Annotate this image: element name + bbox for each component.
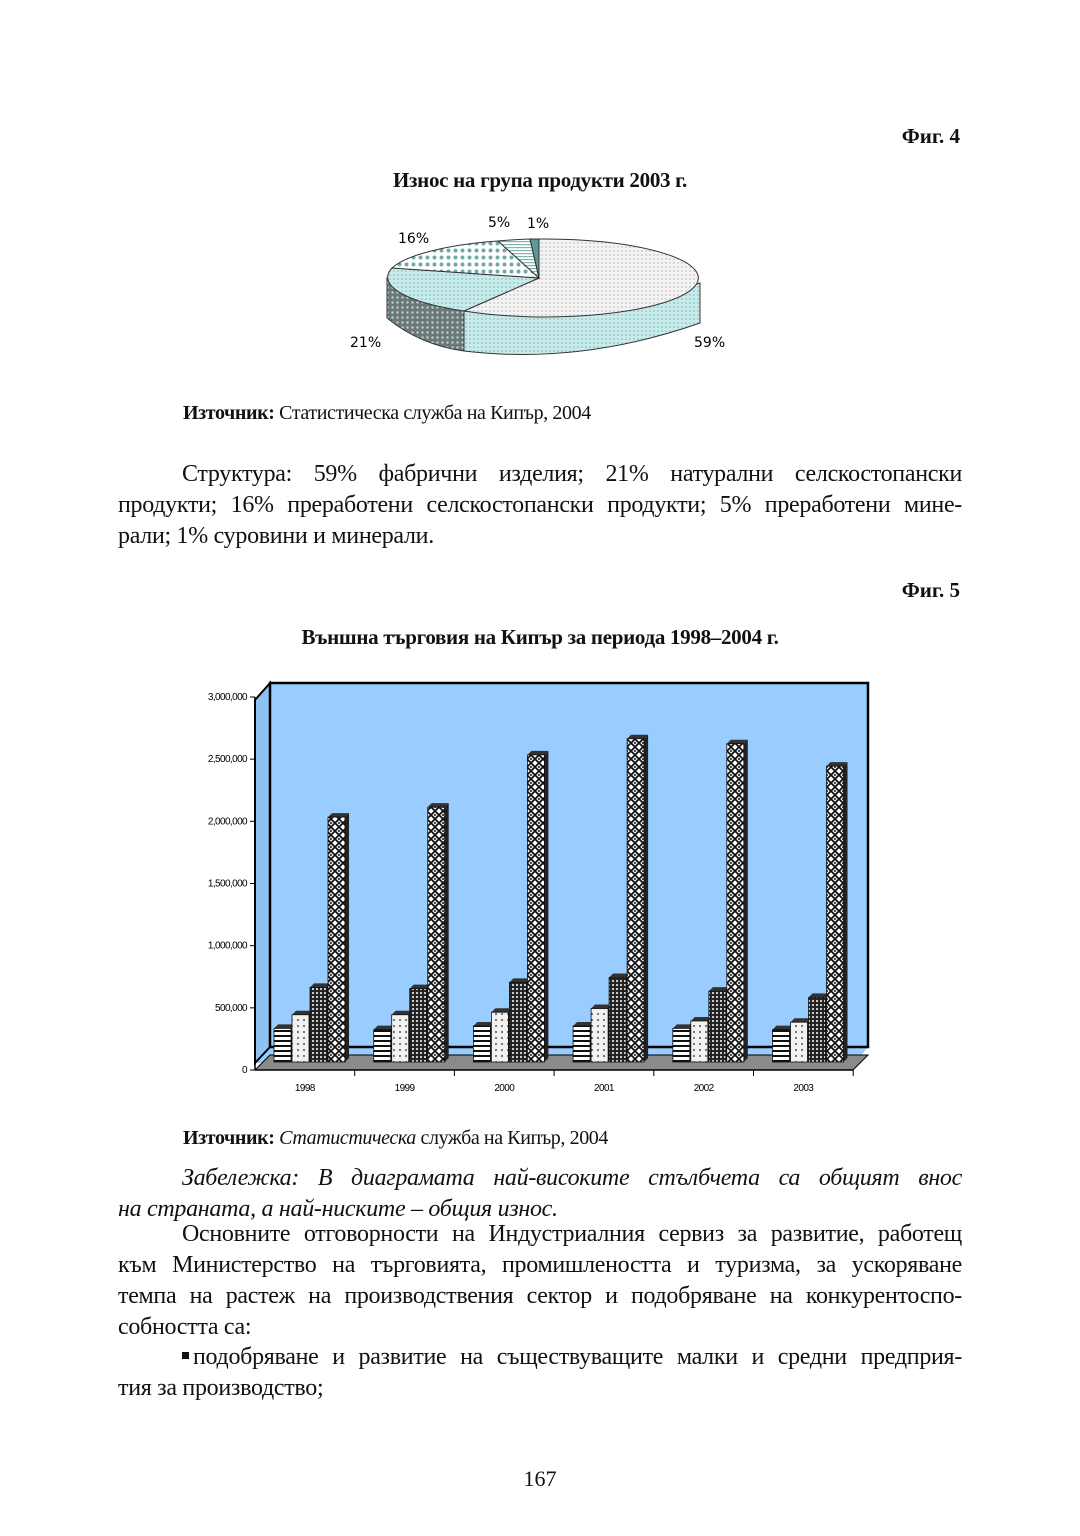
text-line: собността са: — [118, 1314, 252, 1340]
x-tick-label: 1999 — [394, 1083, 415, 1094]
y-tick-label: 0 — [242, 1065, 247, 1076]
x-ticks — [295, 1070, 853, 1094]
source-text: Статистическа служба на Кипър, 2004 — [274, 402, 591, 424]
text-line: Структура: 59% фабрични изделия; 21% натурални селскостопански — [182, 461, 962, 487]
y-tick-label: 1,000,000 — [207, 940, 247, 952]
text-line — [118, 1342, 962, 1373]
text-line: тия за производство; — [118, 1375, 324, 1401]
x-tick-label: 2002 — [693, 1083, 714, 1094]
bullet-icon — [182, 1352, 189, 1359]
y-tick-label: 2,500,000 — [207, 754, 247, 766]
text-line: към Министерство на търговията, промишлеността и туризма, за ускоряване — [118, 1252, 962, 1278]
x-tick-label: 2003 — [793, 1083, 814, 1094]
source-italic: Статистическа — [274, 1127, 416, 1149]
fig5-source — [183, 1127, 608, 1150]
body-paragraph — [118, 1219, 962, 1343]
source-label: Източник: — [183, 1127, 275, 1149]
pie-label-16: 16% — [398, 231, 430, 247]
bar — [428, 803, 449, 1062]
text-line: на страната, а най-ниските – общия износ. — [118, 1196, 558, 1222]
text-line: темпа на растеж на производствения сектор и подобряване на конкурентоспо- — [118, 1283, 962, 1309]
pie-label-1: 1% — [527, 216, 550, 232]
fig5-title: Външна търговия на Кипър за периода 1998–2004 г. — [301, 625, 779, 649]
bar — [827, 762, 848, 1062]
x-tick-label: 2000 — [494, 1083, 515, 1094]
source-label: Източник: — [183, 402, 275, 424]
y-tick-label: 2,000,000 — [207, 816, 247, 828]
fig5-label: Фиг. 5 — [901, 578, 960, 602]
note-paragraph — [118, 1163, 962, 1225]
text-line: Забележка: В диаграмата най-високите стълбчета са общият внос — [182, 1165, 962, 1191]
bar — [527, 751, 548, 1062]
bullet-text: подобряване и развитие на съществуващите малки и средни предприя- — [193, 1344, 962, 1370]
bar — [328, 813, 349, 1062]
fig4-title: Износ на група продукти 2003 г. — [392, 168, 687, 192]
text-line: рали; 1% суровини и минерали. — [118, 523, 434, 549]
y-tick-label: 1,500,000 — [207, 878, 247, 890]
source-text: служба на Кипър, 2004 — [415, 1127, 608, 1149]
bar — [627, 735, 648, 1062]
x-tick-label: 2001 — [594, 1083, 614, 1094]
page-number: 167 — [523, 1466, 557, 1491]
plot-side-wall — [255, 683, 270, 1063]
fig4-label: Фиг. 4 — [901, 124, 960, 148]
pie-label-5: 5% — [488, 215, 511, 231]
fig4-source — [183, 402, 591, 425]
text-line: продукти; 16% преработени селскостопански продукти; 5% преработени мине- — [118, 492, 962, 518]
structure-paragraph — [118, 459, 962, 552]
pie-label-21: 21% — [350, 335, 382, 351]
y-tick-label: 3,000,000 — [207, 692, 247, 703]
y-ticks — [208, 692, 255, 1076]
bullet-item — [118, 1342, 962, 1404]
pie-label-59: 59% — [694, 335, 726, 351]
y-tick-label: 500,000 — [215, 1002, 247, 1014]
bar-chart — [175, 675, 895, 1105]
text-line: Основните отговорности на Индустриалния сервиз за развитие, работещ — [182, 1221, 962, 1247]
bar — [727, 740, 748, 1062]
x-tick-label: 1998 — [294, 1083, 315, 1094]
pie-chart — [340, 205, 740, 365]
